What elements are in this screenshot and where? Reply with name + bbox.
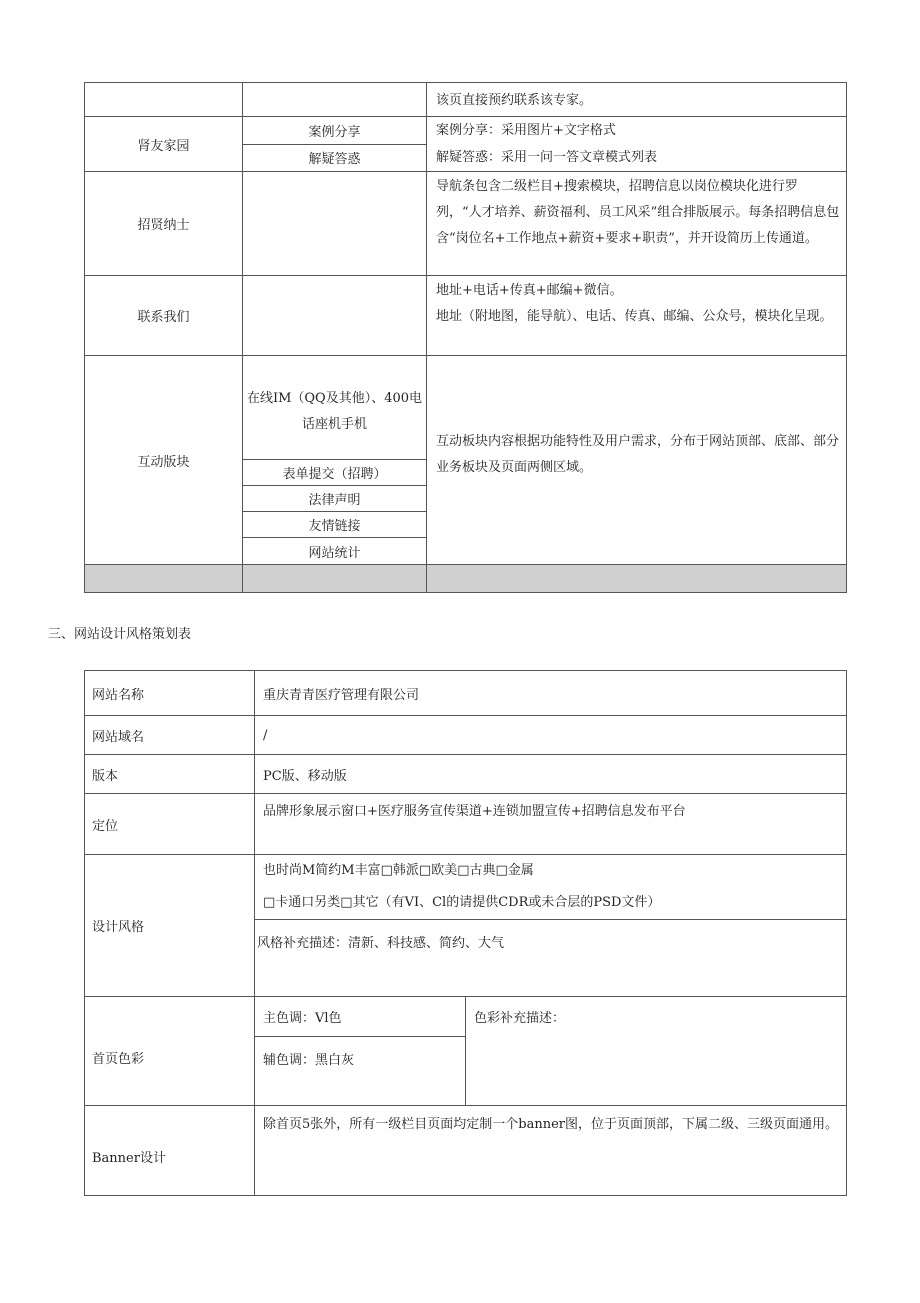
table-row <box>85 1106 847 1196</box>
main-color-cell: 主色调：Vl色 <box>255 997 466 1037</box>
table-cell <box>243 83 427 117</box>
table-row <box>85 855 847 920</box>
description-cell: 导航条包含二级栏目+搜索模块，招聘信息以岗位模块化进行罗列，“人才培养、薪资福利、员工风采”组合排版展示。每条招聘信息包含“岗位名+工作地点+薪资+要求+职责”，并开设简历上传通道。 <box>427 172 847 276</box>
table-cell <box>85 83 243 117</box>
table-row <box>85 117 847 145</box>
row-value: 重庆青青医疗管理有限公司 <box>255 671 847 716</box>
style-extra-cell: 风格补充描述：清新、科技感、简约、大气 <box>255 920 847 997</box>
description-line: 地址（附地图，能导航）、电话、传真、邮编、公众号，模块化呈现。 <box>436 309 833 324</box>
row-label: 首页色彩 <box>85 997 255 1106</box>
style-options-cell <box>255 855 847 920</box>
description-cell <box>427 117 847 172</box>
subitem-cell: 网站统计 <box>243 538 427 565</box>
table-row <box>85 716 847 755</box>
subitem-cell: 法律声明 <box>243 486 427 512</box>
subitem-cell: 在线IM（QQ及其他）、400电话座机手机 <box>243 356 427 460</box>
table-cell <box>243 565 427 593</box>
row-label: 网站名称 <box>85 671 255 716</box>
design-style-table <box>84 670 847 1196</box>
site-structure-table <box>84 82 847 593</box>
description-cell: 互动板块内容根据功能特性及用户需求，分布于网站顶部、底部、部分业务板块及页面两侧区域。 <box>427 356 847 565</box>
style-options-line: □卡通口另类□其它（有VI、Cl的请提供CDR或未合层的PSD文件） <box>263 895 661 910</box>
category-cell: 肾友家园 <box>85 117 243 172</box>
table-row <box>85 997 847 1037</box>
color-extra-cell: 色彩补充描述： <box>466 997 847 1106</box>
table-row <box>85 83 847 117</box>
style-options-line: 也时尚M简约M丰富□韩派□欧美□古典□金属 <box>263 863 534 878</box>
table-row <box>85 356 847 460</box>
subitem-cell: 案例分享 <box>243 117 427 145</box>
table-cell <box>427 565 847 593</box>
table-cell <box>85 565 243 593</box>
row-value: / <box>255 716 847 755</box>
description-line: 地址+电话+传真+邮编+微信。 <box>436 283 623 298</box>
table-cell <box>243 276 427 356</box>
subitem-cell: 表单提交（招聘） <box>243 460 427 486</box>
row-value: 除首页5张外，所有一级栏目页面均定制一个banner图，位于页面顶部，下属二级、三级页面通用。 <box>255 1106 847 1196</box>
cell-text: 该页直接预约联系该专家。 <box>436 92 593 108</box>
row-value: PC版、移动版 <box>255 755 847 794</box>
description-cell <box>427 276 847 356</box>
table-row <box>85 755 847 794</box>
table-row-empty <box>85 565 847 593</box>
table-row <box>85 794 847 855</box>
row-label: 版本 <box>85 755 255 794</box>
table-cell <box>427 83 847 117</box>
table-row <box>85 276 847 356</box>
row-label: 设计风格 <box>85 855 255 997</box>
row-value: 品牌形象展示窗口+医疗服务宣传渠道+连锁加盟宣传+招聘信息发布平台 <box>255 794 847 855</box>
category-cell: 互动版块 <box>85 356 243 565</box>
section-heading: 三、网站设计风格策划表 <box>48 627 192 642</box>
row-label: 定位 <box>85 794 255 855</box>
table-cell <box>243 172 427 276</box>
description-line: 解疑答惑：采用一问一答文章模式列表 <box>436 150 658 165</box>
description-line: 案例分享：采用图片+文字格式 <box>436 123 616 138</box>
table-row <box>85 172 847 276</box>
aux-color-cell: 辅色调：黑白灰 <box>255 1037 466 1106</box>
category-cell: 招贤纳士 <box>85 172 243 276</box>
table-row <box>85 671 847 716</box>
row-label: Banner设计 <box>85 1106 255 1196</box>
category-cell: 联系我们 <box>85 276 243 356</box>
row-label: 网站域名 <box>85 716 255 755</box>
subitem-cell: 解疑答惑 <box>243 144 427 172</box>
subitem-cell: 友情链接 <box>243 512 427 538</box>
